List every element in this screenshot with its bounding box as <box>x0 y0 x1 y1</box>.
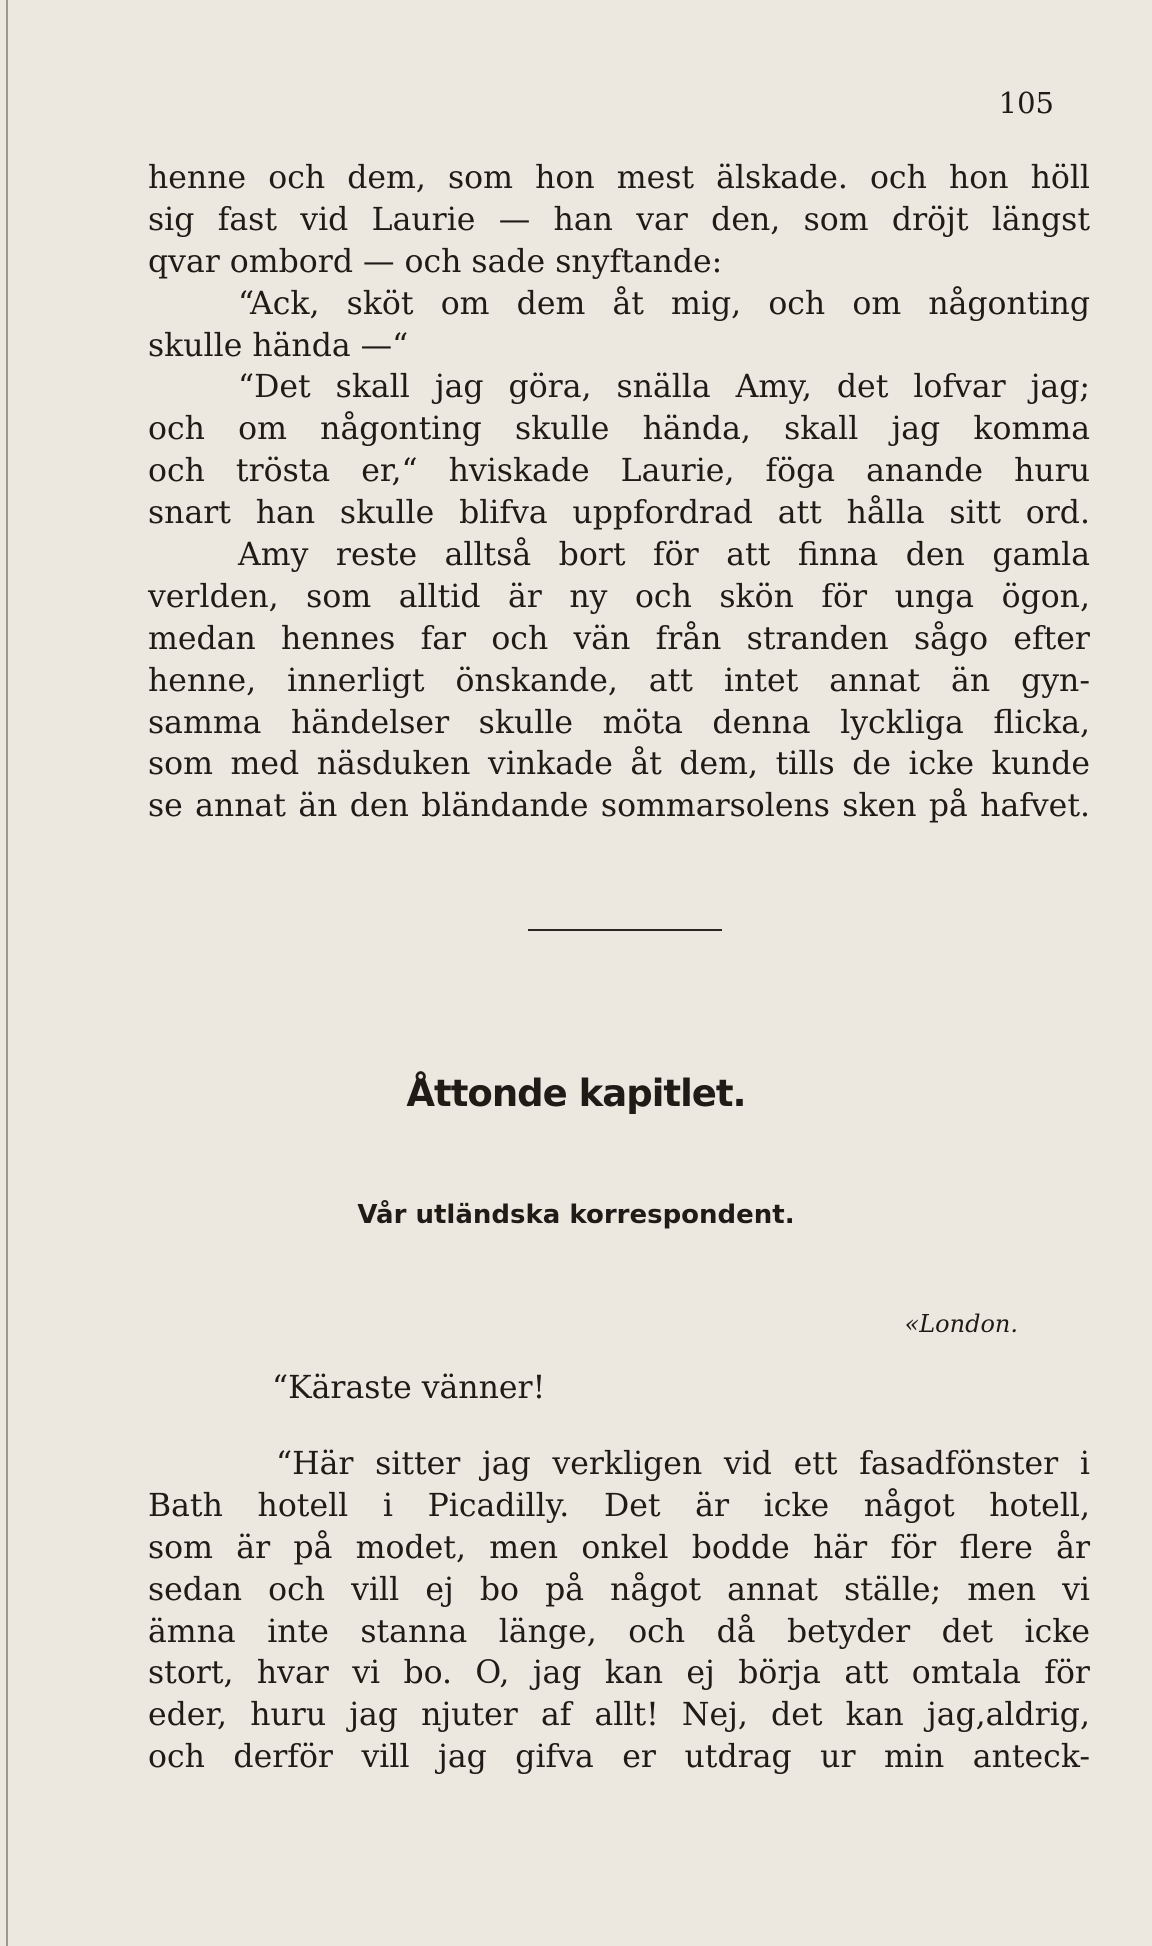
text-line: ämna inte stanna länge, och då betyder det icke <box>148 1613 1090 1650</box>
text-line: “Ack, sköt om dem åt mig, och om någonting <box>238 285 1090 322</box>
text-line: medan hennes far och vän från stranden sågo efter <box>148 620 1090 657</box>
text-line: snart han skulle blifva uppfordrad att hålla sitt ord. <box>148 495 1090 532</box>
text-line: qvar ombord — och sade snyftande: <box>148 243 723 280</box>
text-line: henne och dem, som hon mest älskade. och hon höll <box>148 160 1090 196</box>
section-divider <box>528 929 722 931</box>
text-line: “Det skall jag göra, snälla Amy, det lofvar jag; <box>238 369 1090 406</box>
text-line: och om någonting skulle hända, skall jag komma <box>148 411 1090 448</box>
text-block-2 <box>148 1444 1090 1779</box>
chapter-subtitle: Vår utländska korrespondent. <box>357 1200 795 1230</box>
text-line: “Här sitter jag verkligen vid ett fasadfönster i <box>276 1446 1090 1482</box>
text-line: sig fast vid Laurie — han var den, som dröjt längst <box>148 201 1090 238</box>
text-line: stort, hvar vi bo. O, jag kan ej börja att omtala för <box>148 1655 1090 1692</box>
text-line: se annat än den bländande sommarsolens sken på hafvet. <box>148 788 1090 825</box>
text-line: Amy reste alltså bort för att finna den gamla <box>238 537 1090 574</box>
text-line: som är på modet, men onkel bodde här för flere år <box>148 1529 1090 1566</box>
text-line: som med näsduken vinkade åt dem, tills de icke kunde <box>148 746 1090 783</box>
page-number: 105 <box>998 86 1054 120</box>
text-line: Bath hotell i Picadilly. Det är icke något hotell, <box>148 1487 1090 1524</box>
text-line: verlden, som alltid är ny och skön för unga ögon, <box>148 578 1090 615</box>
letter-place: «London. <box>904 1310 1018 1338</box>
text-line: och trösta er,“ hviskade Laurie, föga anande huru <box>148 453 1090 490</box>
text-block-1 <box>148 158 1090 828</box>
text-line: sedan och vill ej bo på något annat ställe; men vi <box>148 1571 1090 1608</box>
page-edge <box>6 0 8 1946</box>
text-line: och derför vill jag gifva er utdrag ur min anteck- <box>148 1739 1090 1776</box>
text-line: samma händelser skulle möta denna lyckliga flicka, <box>148 704 1090 741</box>
text-line: henne, innerligt önskande, att intet annat än gyn- <box>148 662 1090 699</box>
text-line: skulle hända —“ <box>148 327 409 364</box>
letter-greeting: “Käraste vänner! <box>272 1370 546 1406</box>
chapter-title: Åttonde kapitlet. <box>406 1072 746 1115</box>
text-line: eder, huru jag njuter af allt! Nej, det kan jag,aldrig, <box>148 1697 1090 1734</box>
